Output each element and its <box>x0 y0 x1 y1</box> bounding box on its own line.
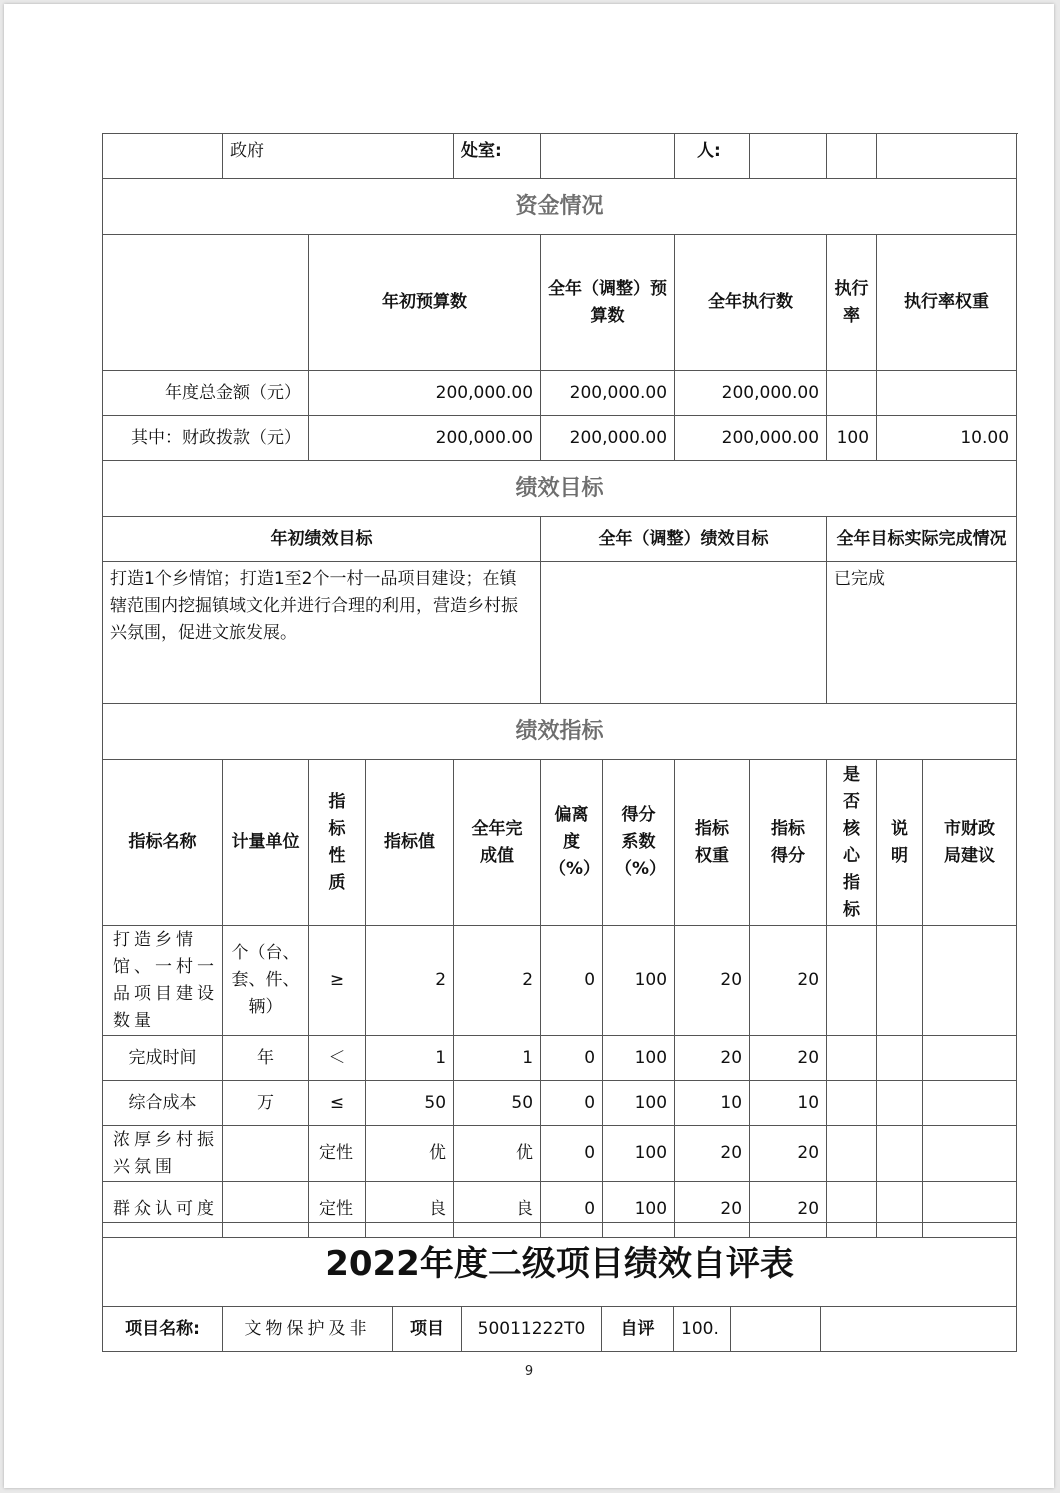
project-name-value: 文物保护及非 <box>223 1307 393 1352</box>
page-number: 9 <box>524 1364 534 1379</box>
funds-adjusted: 200,000.00 <box>541 371 675 416</box>
form-title: 2022年度二级项目绩效自评表 <box>103 1223 1017 1307</box>
funds-header-budget: 年初预算数 <box>309 235 541 371</box>
funds-executed: 200,000.00 <box>675 416 827 461</box>
ind-header-deviation: 偏离度（%） <box>541 760 603 926</box>
ind-advice <box>923 1036 1017 1081</box>
ind-unit: 万 <box>223 1081 309 1126</box>
project-info-row <box>103 1307 1017 1352</box>
ind-header-coef: 得分系数（%） <box>603 760 675 926</box>
ind-header-name: 指标名称 <box>103 760 223 926</box>
indicator-row <box>103 1036 1017 1081</box>
goals-content-row <box>103 562 1017 704</box>
ind-done: 优 <box>454 1126 541 1182</box>
ind-weight: 20 <box>675 1126 750 1182</box>
ind-coef: 100 <box>603 1182 675 1238</box>
ind-nature: 定性 <box>309 1182 366 1238</box>
ind-target: 50 <box>366 1081 454 1126</box>
ind-nature: ≤ <box>309 1081 366 1126</box>
ind-core <box>827 1081 877 1126</box>
ind-unit: 个（台、套、件、辆） <box>223 926 309 1036</box>
goals-header-row <box>103 517 1017 562</box>
ind-coef: 100 <box>603 1126 675 1182</box>
ind-deviation: 0 <box>541 1182 603 1238</box>
indicators-section-title: 绩效指标 <box>103 704 1017 760</box>
office-label: 处室: <box>454 134 541 179</box>
self-eval-label: 自评 <box>602 1307 674 1352</box>
ind-target: 2 <box>366 926 454 1036</box>
ind-header-weight: 指标权重 <box>675 760 750 926</box>
ind-advice <box>923 926 1017 1036</box>
funds-header-rate: 执行率 <box>827 235 877 371</box>
goals-adjusted-text <box>541 562 827 704</box>
indicators-header-row <box>103 760 1017 926</box>
funds-row-fiscal <box>103 416 1017 461</box>
ind-name: 完成时间 <box>103 1036 223 1081</box>
indicator-row <box>103 926 1017 1036</box>
ind-done: 2 <box>454 926 541 1036</box>
ind-weight: 20 <box>675 1182 750 1238</box>
goals-section-title: 绩效目标 <box>103 461 1017 517</box>
ind-weight: 10 <box>675 1081 750 1126</box>
performance-table <box>102 133 1017 1238</box>
ind-note <box>877 1081 923 1126</box>
ind-weight: 20 <box>675 1036 750 1081</box>
ind-done: 1 <box>454 1036 541 1081</box>
ind-done: 良 <box>454 1182 541 1238</box>
ind-core <box>827 926 877 1036</box>
ind-core <box>827 1036 877 1081</box>
ind-header-unit: 计量单位 <box>223 760 309 926</box>
indicator-row <box>103 1126 1017 1182</box>
ind-nature: ＜ <box>309 1036 366 1081</box>
indicator-row <box>103 1081 1017 1126</box>
ind-score: 20 <box>750 1036 827 1081</box>
ind-header-note: 说明 <box>877 760 923 926</box>
person-value <box>750 134 827 179</box>
funds-row-label: 其中：财政拨款（元） <box>103 416 309 461</box>
funds-weight: 10.00 <box>877 416 1017 461</box>
ind-score: 10 <box>750 1081 827 1126</box>
ind-header-core: 是否核心指标 <box>827 760 877 926</box>
ind-coef: 100 <box>603 1036 675 1081</box>
funds-budget: 200,000.00 <box>309 371 541 416</box>
ind-weight: 20 <box>675 926 750 1036</box>
ind-done: 50 <box>454 1081 541 1126</box>
funds-row-total <box>103 371 1017 416</box>
ind-unit <box>223 1126 309 1182</box>
ind-score: 20 <box>750 1126 827 1182</box>
funds-header-executed: 全年执行数 <box>675 235 827 371</box>
ind-score: 20 <box>750 1182 827 1238</box>
ind-name: 群众认可度 <box>103 1182 223 1238</box>
funds-weight <box>877 371 1017 416</box>
ind-header-nature: 指标性质 <box>309 760 366 926</box>
goals-header-adjusted: 全年（调整）绩效目标 <box>541 517 827 562</box>
ind-score: 20 <box>750 926 827 1036</box>
cell-blank <box>103 134 223 179</box>
funds-header-row <box>103 235 1017 371</box>
ind-target: 良 <box>366 1182 454 1238</box>
ind-unit: 年 <box>223 1036 309 1081</box>
project-code-label: 项目 <box>393 1307 462 1352</box>
dept-value: 政府 <box>223 134 454 179</box>
funds-budget: 200,000.00 <box>309 416 541 461</box>
header-continuation-row <box>103 134 1017 179</box>
cell-blank-3 <box>877 134 1017 179</box>
ind-name: 浓厚乡村振兴氛围 <box>103 1126 223 1182</box>
ind-header-advice: 市财政局建议 <box>923 760 1017 926</box>
ind-name: 打造乡情馆、一村一品项目建设数量 <box>103 926 223 1036</box>
self-eval-value: 100. <box>674 1307 731 1352</box>
person-label: 人: <box>675 134 750 179</box>
ind-deviation: 0 <box>541 1036 603 1081</box>
blank-cell <box>731 1307 821 1352</box>
funds-rate <box>827 371 877 416</box>
ind-note <box>877 926 923 1036</box>
ind-note <box>877 1126 923 1182</box>
cell-blank-2 <box>827 134 877 179</box>
ind-target: 1 <box>366 1036 454 1081</box>
funds-header-weight: 执行率权重 <box>877 235 1017 371</box>
office-value <box>541 134 675 179</box>
blank-cell <box>821 1307 1017 1352</box>
goals-actual-text: 已完成 <box>827 562 1017 704</box>
ind-name: 综合成本 <box>103 1081 223 1126</box>
document-page <box>4 4 1054 1488</box>
ind-header-target: 指标值 <box>366 760 454 926</box>
ind-advice <box>923 1126 1017 1182</box>
ind-advice <box>923 1081 1017 1126</box>
ind-header-done: 全年完成值 <box>454 760 541 926</box>
goals-header-initial: 年初绩效目标 <box>103 517 541 562</box>
funds-rate: 100 <box>827 416 877 461</box>
goals-initial-text: 打造1个乡情馆；打造1至2个一村一品项目建设；在镇辖范围内挖掘镇域文化并进行合理的利用，营造乡村振兴氛围，促进文旅发展。 <box>103 562 541 704</box>
ind-header-score: 指标得分 <box>750 760 827 926</box>
funds-section-title: 资金情况 <box>103 179 1017 235</box>
ind-deviation: 0 <box>541 1081 603 1126</box>
ind-nature: ≥ <box>309 926 366 1036</box>
ind-deviation: 0 <box>541 1126 603 1182</box>
ind-deviation: 0 <box>541 926 603 1036</box>
funds-executed: 200,000.00 <box>675 371 827 416</box>
funds-header-blank <box>103 235 309 371</box>
goals-header-actual: 全年目标实际完成情况 <box>827 517 1017 562</box>
funds-header-adjusted: 全年（调整）预算数 <box>541 235 675 371</box>
next-form-table <box>102 1222 1017 1352</box>
ind-nature: 定性 <box>309 1126 366 1182</box>
project-code-value: 50011222T0 <box>462 1307 602 1352</box>
ind-target: 优 <box>366 1126 454 1182</box>
project-name-label: 项目名称: <box>103 1307 223 1352</box>
ind-note <box>877 1036 923 1081</box>
funds-adjusted: 200,000.00 <box>541 416 675 461</box>
ind-coef: 100 <box>603 1081 675 1126</box>
ind-coef: 100 <box>603 926 675 1036</box>
ind-core <box>827 1126 877 1182</box>
funds-row-label: 年度总金额（元） <box>103 371 309 416</box>
